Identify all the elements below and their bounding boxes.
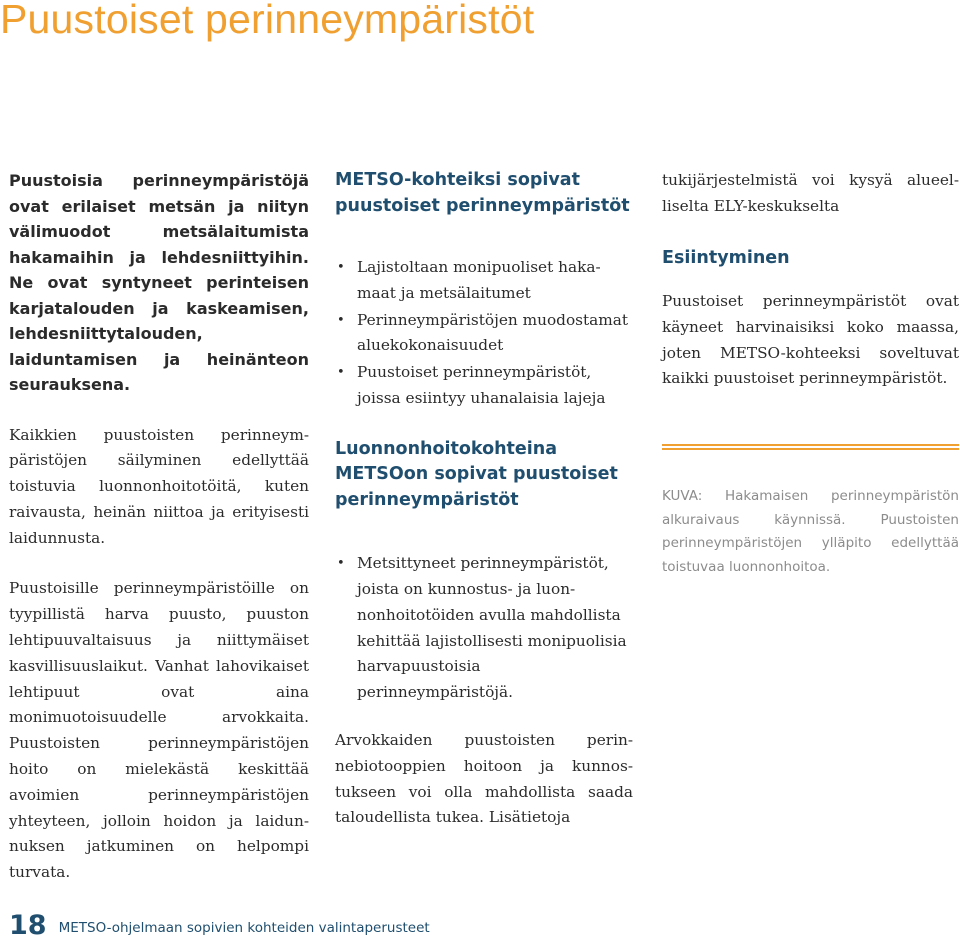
list-item: • Lajistoltaan monipuoliset hakamaat ja metsälaitumet [335, 255, 633, 307]
section-heading-esiintyminen: Esiintyminen [662, 247, 790, 268]
page-number: 18 [9, 910, 47, 941]
body-paragraph-esiintyminen: Puustoiset perinneympäristöt ovat käyneet harvinaisiksi koko maassa, joten METSO-kohteeksi soveltuvat kaikki puustoiset perinneympäristöt. [662, 292, 959, 388]
lead-paragraph: Puustoisia perinneympäristöjä ovat erilaiset metsän ja niityn välimuodot metsälaitumista hakamaihin ja lehdesniittyihin. Ne ovat syntyneet perinteisen karjatalouden ja kaskeamisen, lehdesniittytalouden, laiduntamisen ja heinänteon seurauksena. [9, 171, 309, 394]
section-heading-metso-kohteet: METSO-kohteiksi sopivat puustoiset perinneympäristöt [335, 170, 630, 216]
divider-rule [662, 444, 959, 452]
footer-text: METSO-ohjelmaan sopivien kohteiden valintaperusteet [58, 920, 430, 936]
page-title: Puustoiset perinneympäristöt [0, 0, 535, 42]
page-footer [9, 912, 430, 939]
image-caption: KUVA: Hakamaisen perinneympäristön alkuraivaus käynnissä. Puustoisten perinneympäristöjen ylläpito edellyttää toistuvaa luonnonhoitoa. [662, 488, 959, 575]
list-item: • Puustoiset perinneympäristöt, joissa esiintyy uhanalaisia lajeja [335, 360, 633, 412]
list-item: • Metsittyneet perinneympäristöt, joista on kunnostus- ja luonnonhoitotöiden avulla mahdollista kehittää lajistollisesti monipuolisia harvapuustoisia perinneympäristöjä. [335, 551, 633, 706]
body-paragraph-1: Kaikkien puustoisten perinneympäristöjen säilyminen edellyttää toistuvia luonnonhoitotöitä, kuten raivausta, heinän niittoa ja erityisesti laidunnusta. [9, 425, 309, 547]
column-3 [662, 168, 959, 579]
column-1 [9, 168, 309, 911]
column-2 [335, 168, 633, 856]
list-item: • Perinneympäristöjen muodostamat aluekokonaisuudet [335, 308, 633, 360]
body-paragraph-continuation: tukijärjestelmistä voi kysyä alueelliselta ELY-keskukselta [662, 171, 959, 215]
section-heading-luonnonhoitokohteet: Luonnonhoitokohteina METSOon sopivat puustoiset perinneympäristöt [335, 438, 618, 510]
body-paragraph-2: Puustoisille perinneympäristöille on tyypillistä harva puusto, puuston lehtipuuvaltaisuus ja niittymäiset kasvillisuuslaikut. Vanhat lahovikaiset lehtipuut ovat aina monimuotoisuudelle arvokkaita. Puustoisten perinneympäristöjen hoito on mielekästä keskittää avoimien perinneympäristöjen yhteyteen, jolloin hoidon ja laidunnuksen jatkuminen on helpompi turvata. [9, 579, 309, 882]
body-paragraph-tuki: Arvokkaiden puustoisten perinnebiotooppien hoitoon ja kunnostukseen voi olla mahdollista saada taloudellista tukea. Lisätietoja [335, 731, 633, 827]
bullet-list-1 [335, 255, 633, 412]
bullet-list-2 [335, 551, 633, 706]
